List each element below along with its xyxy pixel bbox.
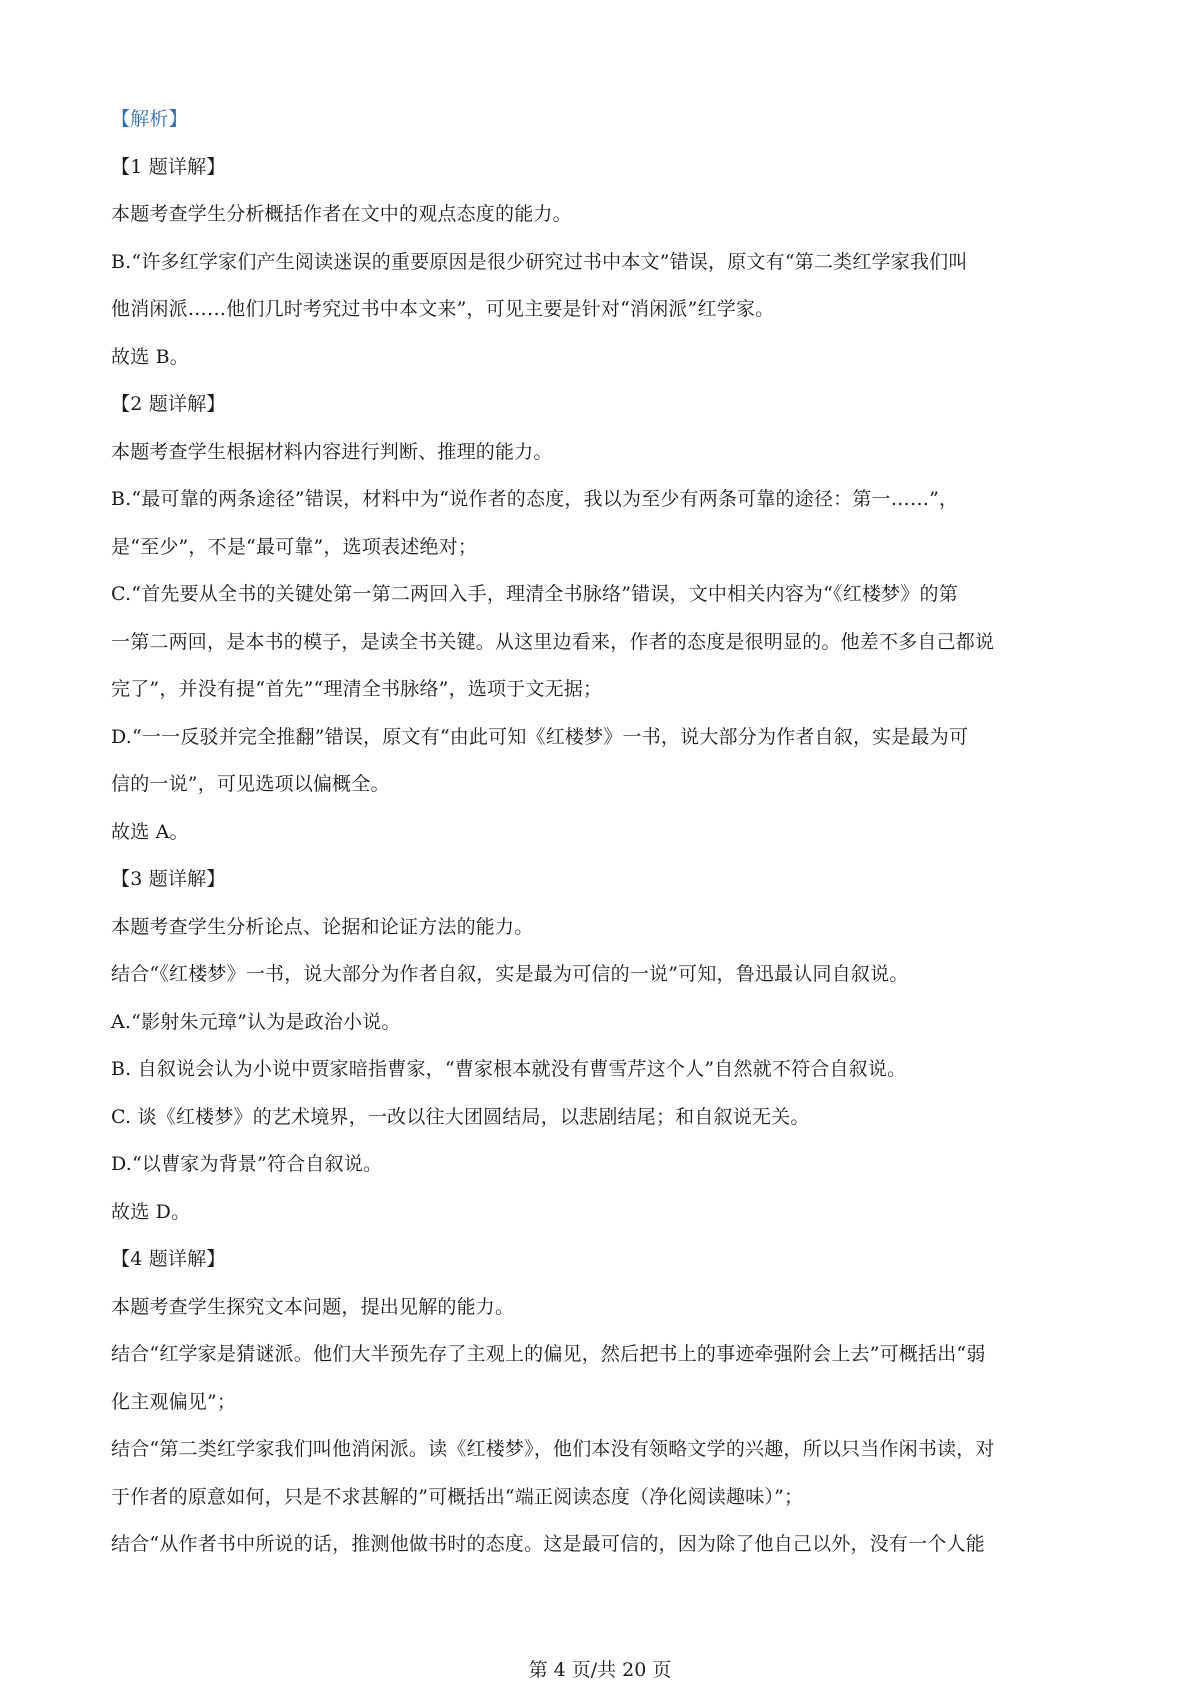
section-3-line: D.“以曹家为背景”符合自叙说。 — [111, 1153, 383, 1175]
section-4-line: 化主观偏见”； — [111, 1390, 237, 1413]
section-2-line: 是“至少”，不是“最可靠”，选项表述绝对； — [111, 535, 478, 558]
section-3-line: B. 自叙说会认为小说中贾家暗指曹家，“曹家根本就没有曹雪芹这个人”自然就不符合自叙说。 — [111, 1058, 907, 1080]
section-3-line: C. 谈《红楼梦》的艺术境界，一改以往大团圆结局，以悲剧结尾；和自叙说无关。 — [111, 1105, 810, 1128]
section-2-line: 完了”，并没有提“首先”“理清全书脉络”，选项于文无据； — [111, 678, 603, 700]
section-2-line: B.“最可靠的两条途径”错误，材料中为“说作者的态度，我以为至少有两条可靠的途径：第一……”， — [111, 488, 959, 510]
section-4-line: 于作者的原意如何，只是不求甚解的”可概括出“端正阅读态度（净化阅读趣味）”； — [111, 1485, 804, 1508]
section-4-line: 结合“第二类红学家我们叫他消闲派。读《红楼梦》，他们本没有领略文学的兴趣，所以只当作闲书读，对 — [111, 1438, 995, 1460]
section-2-line: 信的一说”，可见选项以偏概全。 — [111, 773, 390, 795]
section-3-line: 本题考查学生分析论点、论据和论证方法的能力。 — [111, 915, 534, 938]
section-2-line: C.“首先要从全书的关键处第一第二两回入手，理清全书脉络”错误，文中相关内容为“《红楼梦》的第 — [111, 583, 958, 605]
section-4-line: 结合“从作者书中所说的话，推测他做书时的态度。这是最可信的，因为除了他自己以外，没有一个人能 — [111, 1533, 985, 1555]
section-3-line: 故选 D。 — [111, 1200, 191, 1223]
section-1-line: 故选 B。 — [111, 345, 190, 368]
section-2-line: 本题考查学生根据材料内容进行判断、推理的能力。 — [111, 440, 553, 463]
section-1-line: B.“许多红学家们产生阅读迷误的重要原因是很少研究过书中本文”错误，原文有“第二类红学家我们叫 — [111, 250, 968, 273]
section-1-line: 本题考查学生分析概括作者在文中的观点态度的能力。 — [111, 203, 572, 225]
section-2-line: 一第二两回，是本书的模子，是读全书关键。从这里边看来，作者的态度是很明显的。他差不多自己都说 — [111, 630, 995, 653]
section-4-heading: 【4 题详解】 — [111, 1248, 226, 1270]
page-footer: 第 4 页/共 20 页 — [528, 1659, 672, 1681]
section-4-line: 结合“红学家是猜谜派。他们大半预先存了主观上的偏见，然后把书上的事迹牵强附会上去”可概括出“弱 — [111, 1343, 986, 1365]
section-3-heading: 【3 题详解】 — [111, 868, 226, 890]
document-body — [111, 96, 1101, 1569]
section-4-line: 本题考查学生探究文本问题，提出见解的能力。 — [111, 1295, 515, 1318]
section-2-heading: 【2 题详解】 — [111, 393, 226, 415]
section-3-line: A.“影射朱元璋”认为是政治小说。 — [111, 1010, 401, 1033]
section-2-line: 故选 A。 — [111, 820, 189, 843]
section-1-heading: 【1 题详解】 — [111, 155, 226, 178]
analysis-heading: 【解析】 — [111, 108, 188, 130]
section-2-line: D.“一一反驳并完全推翻”错误，原文有“由此可知《红楼梦》一书，说大部分为作者自叙，实是最为可 — [111, 725, 969, 748]
section-3-line: 结合“《红楼梦》一书，说大部分为作者自叙，实是最为可信的一说”可知，鲁迅最认同自叙说。 — [111, 963, 909, 985]
section-1-line: 他消闲派……他们几时考究过书中本文来”，可见主要是针对“消闲派”红学家。 — [111, 298, 775, 320]
